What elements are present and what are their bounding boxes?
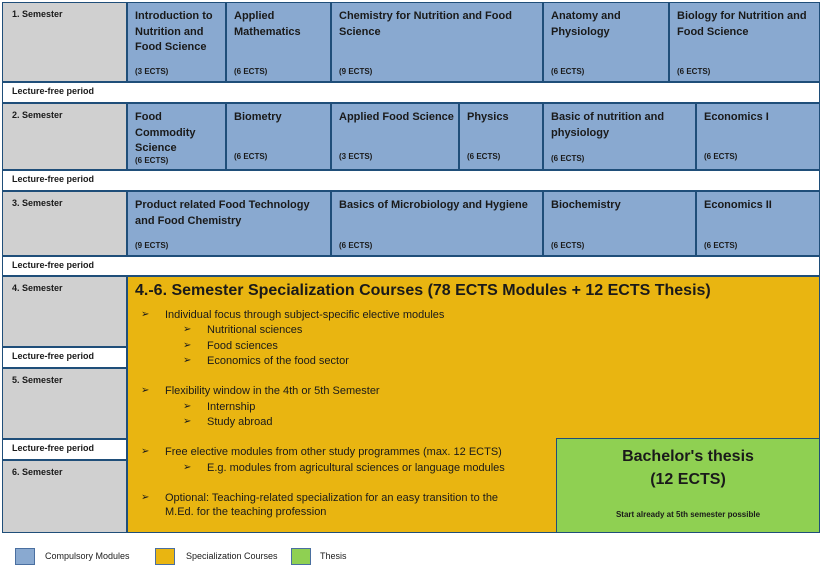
- lecture-free-period-5: [2, 439, 127, 460]
- module-ects: (6 ECTS): [551, 154, 585, 163]
- module-title: Biometry: [234, 111, 282, 123]
- module-ects: (6 ECTS): [234, 67, 268, 76]
- thesis-note: Start already at 5th semester possible: [615, 510, 761, 519]
- semester-label-text: 5. Semester: [12, 375, 63, 385]
- module-ects: (6 ECTS): [704, 241, 738, 250]
- arrow-bullet-icon: ➢: [183, 462, 192, 473]
- sub-bullet-food-sciences: [183, 339, 278, 353]
- module-economics-1: [696, 103, 820, 170]
- module-biology: [669, 2, 820, 82]
- semester-label-text: 6. Semester: [12, 467, 63, 477]
- lecture-free-period-2: [2, 170, 820, 191]
- module-economics-2: [696, 191, 820, 256]
- semester-label-text: 4. Semester: [12, 283, 63, 293]
- module-ects: (3 ECTS): [339, 152, 373, 161]
- legend-label-thesis: Thesis: [320, 551, 347, 561]
- module-microbiology-hygiene: [331, 191, 543, 256]
- lecture-free-text: Lecture-free period: [12, 351, 95, 361]
- module-title: Food Commodity Science: [135, 111, 196, 154]
- module-ects: (6 ECTS): [704, 152, 738, 161]
- arrow-bullet-icon: ➢: [183, 355, 192, 366]
- module-physics: [459, 103, 543, 170]
- module-title: Economics II: [704, 199, 772, 211]
- bullet-text: Food sciences: [207, 340, 278, 352]
- lecture-free-period-4: [2, 347, 127, 368]
- arrow-bullet-icon: ➢: [183, 324, 192, 335]
- module-anatomy-physiology: [543, 2, 669, 82]
- lecture-free-text: Lecture-free period: [12, 260, 95, 270]
- bullet-free-elective: [141, 445, 502, 459]
- specialization-title: 4.-6. Semester Specialization Courses (78 ECTS Modules + 12 ECTS Thesis): [135, 282, 711, 299]
- arrow-bullet-icon: ➢: [141, 446, 150, 457]
- thesis-title: [557, 445, 819, 491]
- bullet-text: Optional: Teaching-related specialization for an easy transition to the: [165, 492, 499, 504]
- bullet-text: Nutritional sciences: [207, 324, 303, 336]
- sub-bullet-agricultural-language: [183, 461, 505, 475]
- legend-label-specialization: Specialization Courses: [186, 551, 278, 561]
- module-basic-nutrition-physiology: [543, 103, 696, 170]
- module-applied-mathematics: [226, 2, 331, 82]
- arrow-bullet-icon: ➢: [141, 492, 150, 503]
- semester-label-text: 3. Semester: [12, 198, 63, 208]
- bullet-text: Free elective modules from other study programmes (max. 12 ECTS): [165, 446, 502, 458]
- lecture-free-period-3: [2, 256, 820, 276]
- bullet-text: E.g. modules from agricultural sciences or language modules: [207, 462, 505, 474]
- module-title: Basic of nutrition and physiology: [551, 111, 665, 139]
- thesis-title-line1: Bachelor's thesis: [622, 448, 754, 465]
- module-ects: (6 ECTS): [234, 152, 268, 161]
- module-title: Biology for Nutrition and Food Science: [677, 10, 807, 38]
- module-biochemistry: [543, 191, 696, 256]
- semester-label-text: 2. Semester: [12, 110, 63, 120]
- module-ects: (9 ECTS): [339, 67, 373, 76]
- bullet-text: Economics of the food sector: [207, 355, 349, 367]
- module-food-commodity-science: [127, 103, 226, 170]
- module-applied-food-science: [331, 103, 459, 170]
- module-ects: (6 ECTS): [551, 67, 585, 76]
- arrow-bullet-icon: ➢: [183, 401, 192, 412]
- module-ects: (9 ECTS): [135, 241, 169, 250]
- module-chemistry: [331, 2, 543, 82]
- bullet-teaching-specialization: [141, 491, 499, 519]
- bullet-individual-focus: [141, 308, 445, 322]
- module-title: Economics I: [704, 111, 769, 123]
- semester-5-label: [2, 368, 127, 439]
- lecture-free-text: Lecture-free period: [12, 443, 95, 453]
- semester-label-text: 1. Semester: [12, 9, 63, 19]
- sub-bullet-internship: [183, 400, 256, 414]
- bullet-text: Flexibility window in the 4th or 5th Semester: [165, 385, 380, 397]
- lecture-free-text: Lecture-free period: [12, 174, 95, 184]
- sub-bullet-nutritional-sciences: [183, 323, 303, 337]
- bullet-text: Individual focus through subject-specific elective modules: [165, 309, 445, 321]
- module-title: Product related Food Technology and Food Chemistry: [135, 199, 310, 227]
- semester-2-label: [2, 103, 127, 170]
- module-ects: (6 ECTS): [677, 67, 711, 76]
- module-title: Physics: [467, 111, 509, 123]
- arrow-bullet-icon: ➢: [183, 340, 192, 351]
- module-ects: (6 ECTS): [467, 152, 501, 161]
- bullet-text: Internship: [207, 401, 256, 413]
- bullet-flexibility-window: [141, 384, 380, 398]
- sub-bullet-economics-food-sector: [183, 354, 349, 368]
- legend-swatch-compulsory: [15, 548, 35, 565]
- module-product-food-technology: [127, 191, 331, 256]
- bullet-text: Study abroad: [207, 416, 273, 428]
- module-title: Applied Mathematics: [234, 10, 301, 38]
- bachelors-thesis-block: [556, 438, 820, 533]
- module-title: Chemistry for Nutrition and Food Science: [339, 10, 512, 38]
- arrow-bullet-icon: ➢: [141, 309, 150, 320]
- legend-swatch-specialization: [155, 548, 175, 565]
- semester-6-label: [2, 460, 127, 533]
- semester-1-label: [2, 2, 127, 82]
- module-title: Anatomy and Physiology: [551, 10, 621, 38]
- arrow-bullet-icon: ➢: [183, 416, 192, 427]
- lecture-free-period-1: [2, 82, 820, 103]
- module-ects: (6 ECTS): [135, 156, 169, 165]
- semester-4-label: [2, 276, 127, 347]
- bullet-text-continued: M.Ed. for the teaching profession: [165, 506, 327, 518]
- legend-label-compulsory: Compulsory Modules: [45, 551, 130, 561]
- module-title: Introduction to Nutrition and Food Science: [135, 10, 213, 53]
- module-ects: (6 ECTS): [339, 241, 373, 250]
- legend-swatch-thesis: [291, 548, 311, 565]
- module-title: Biochemistry: [551, 199, 621, 211]
- module-ects: (6 ECTS): [551, 241, 585, 250]
- module-title: Basics of Microbiology and Hygiene: [339, 199, 528, 211]
- arrow-bullet-icon: ➢: [141, 385, 150, 396]
- module-ects: (3 ECTS): [135, 67, 169, 76]
- module-title: Applied Food Science: [339, 111, 454, 123]
- thesis-title-line2: (12 ECTS): [650, 471, 726, 488]
- semester-3-label: [2, 191, 127, 256]
- module-intro-nutrition-food-science: [127, 2, 226, 82]
- lecture-free-text: Lecture-free period: [12, 86, 95, 96]
- sub-bullet-study-abroad: [183, 415, 273, 429]
- module-biometry: [226, 103, 331, 170]
